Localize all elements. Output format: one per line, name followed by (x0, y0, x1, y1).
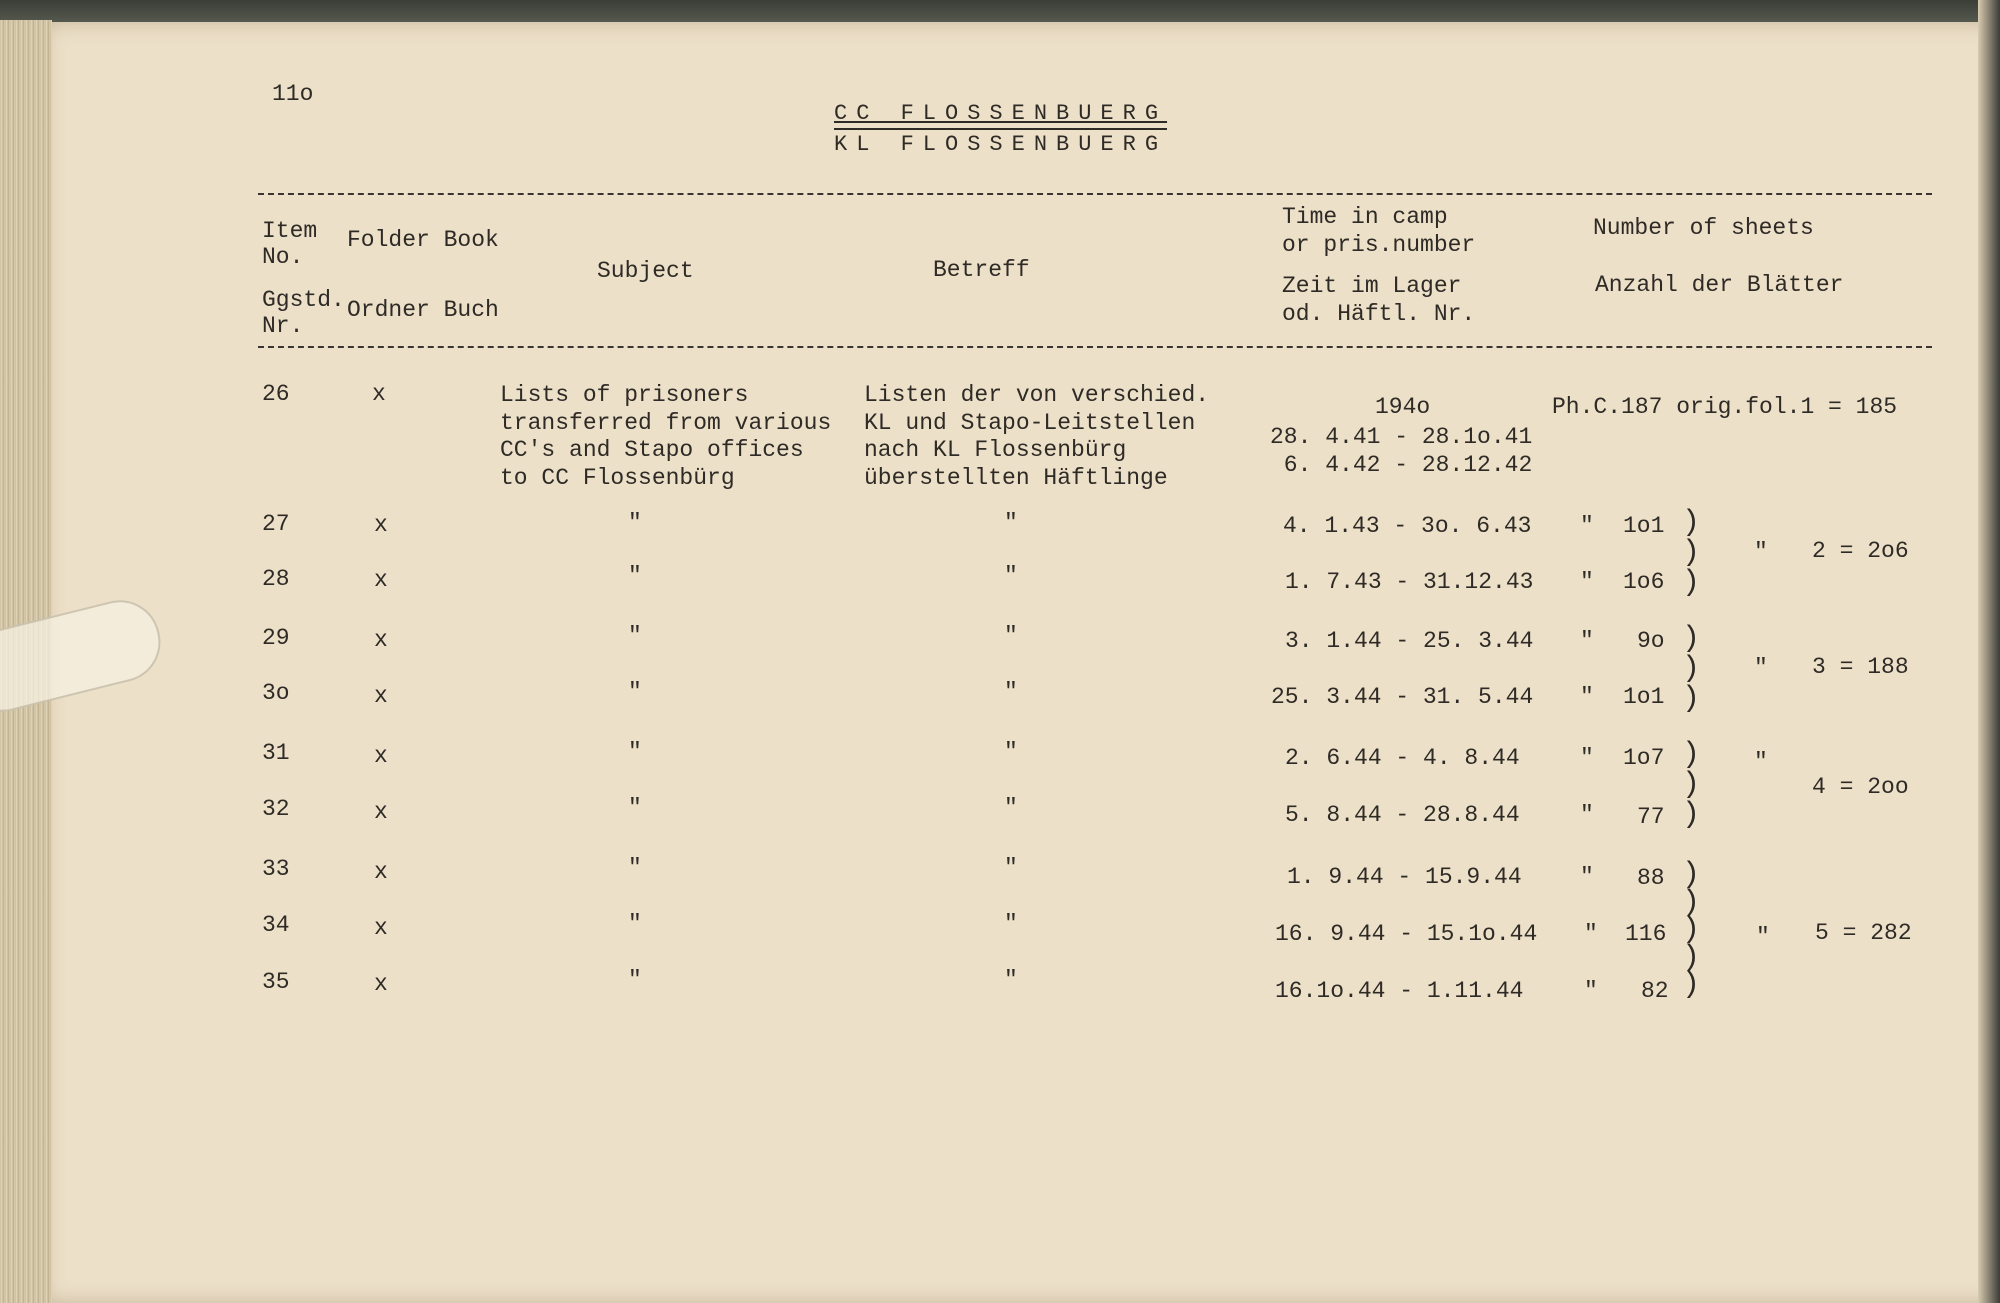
group-3-ditto: " (1754, 749, 1768, 775)
row-26-sheets: Ph.C.187 orig.fol.1 = 185 (1552, 394, 1898, 420)
row-35-ditto: " (1584, 978, 1598, 1004)
header-time-en: Time in camp or pris.number (1282, 204, 1476, 258)
title-german: KL FLOSSENBUERG (834, 128, 1167, 157)
row-27-betreff-ditto: " (1004, 510, 1018, 536)
row-26-betreff: Listen der von verschied. KL und Stapo-Leitstellen nach KL Flossenbürg überstellten Häftlinge (864, 382, 1210, 491)
row-32-ditto: " (1580, 802, 1594, 828)
row-34-count: 116 (1625, 921, 1667, 947)
row-31-folder-mark: x (374, 743, 388, 769)
page-number: 11o (272, 81, 314, 107)
group-3-bracket: ) ) ) (1682, 738, 1701, 832)
header-subject: Subject (597, 258, 694, 284)
header-time-de: Zeit im Lager od. Häftl. Nr. (1282, 273, 1476, 327)
row-27-time: 4. 1.43 - 3o. 6.43 (1283, 513, 1532, 539)
row-32-time: 5. 8.44 - 28.8.44 (1285, 802, 1520, 828)
row-33-ditto: " (1580, 864, 1594, 890)
row-29-folder-mark: x (374, 627, 388, 653)
row-35-item: 35 (262, 969, 290, 995)
row-32-subject-ditto: " (628, 795, 642, 821)
scan-right-edge (1978, 0, 2000, 1303)
row-35-count: 82 (1641, 978, 1669, 1004)
group-3-total: 4 = 2oo (1812, 774, 1909, 800)
row-28-folder-mark: x (374, 567, 388, 593)
group-4-ditto: " (1756, 924, 1770, 950)
row-33-folder-mark: x (374, 859, 388, 885)
header-top-rule (258, 193, 1932, 195)
row-27-folder-mark: x (374, 512, 388, 538)
header-ggstd-nr: Ggstd. Nr. (262, 287, 345, 340)
row-33-betreff-ditto: " (1004, 855, 1018, 881)
row-31-time: 2. 6.44 - 4. 8.44 (1285, 745, 1520, 771)
row-29-betreff-ditto: " (1004, 623, 1018, 649)
row-27-count: 1o1 (1623, 513, 1665, 539)
row-29-ditto: " (1580, 628, 1594, 654)
row-32-betreff-ditto: " (1004, 795, 1018, 821)
row-33-subject-ditto: " (628, 855, 642, 881)
row-27-subject-ditto: " (628, 510, 642, 536)
row-30-item: 3o (262, 680, 290, 706)
row-29-time: 3. 1.44 - 25. 3.44 (1285, 628, 1534, 654)
row-28-ditto: " (1580, 569, 1594, 595)
row-32-folder-mark: x (374, 799, 388, 825)
title-english: CC FLOSSENBUERG (834, 101, 1168, 126)
row-26-time: 28. 4.41 - 28.1o.41 6. 4.42 - 28.12.42 (1270, 424, 1533, 478)
group-1-bracket: ) ) ) (1682, 506, 1701, 600)
row-31-count: 1o7 (1623, 745, 1665, 771)
header-item-no: Item No. (262, 218, 318, 271)
row-32-item: 32 (262, 796, 290, 822)
group-2-bracket: ) ) ) (1682, 622, 1701, 716)
row-31-ditto: " (1580, 745, 1594, 771)
row-30-subject-ditto: " (628, 679, 642, 705)
row-31-subject-ditto: " (628, 739, 642, 765)
row-34-time: 16. 9.44 - 15.1o.44 (1275, 921, 1538, 947)
row-33-item: 33 (262, 856, 290, 882)
row-28-count: 1o6 (1623, 569, 1665, 595)
row-35-betreff-ditto: " (1004, 967, 1018, 993)
row-30-ditto: " (1580, 684, 1594, 710)
header-sheets-de: Anzahl der Blätter (1595, 272, 1844, 298)
row-34-ditto: " (1584, 921, 1598, 947)
header-folder-book: Folder Book (347, 227, 499, 253)
row-30-betreff-ditto: " (1004, 679, 1018, 705)
row-33-time: 1. 9.44 - 15.9.44 (1287, 864, 1522, 890)
group-4-total: 5 = 282 (1815, 920, 1912, 946)
row-35-subject-ditto: " (628, 967, 642, 993)
row-35-time: 16.1o.44 - 1.11.44 (1275, 978, 1524, 1004)
group-2-total: 3 = 188 (1812, 654, 1909, 680)
row-30-time: 25. 3.44 - 31. 5.44 (1271, 684, 1534, 710)
row-28-subject-ditto: " (628, 563, 642, 589)
row-32-count: 77 (1637, 804, 1665, 830)
scan-top-edge (0, 0, 2000, 24)
row-29-count: 9o (1637, 628, 1665, 654)
header-ordner-buch: Ordner Buch (347, 297, 499, 323)
row-31-betreff-ditto: " (1004, 739, 1018, 765)
row-30-count: 1o1 (1623, 684, 1665, 710)
header-bottom-rule (258, 346, 1932, 348)
header-sheets-en: Number of sheets (1593, 215, 1814, 241)
row-30-folder-mark: x (374, 683, 388, 709)
group-4-bracket: ) ) ) ) ) (1682, 858, 1701, 1003)
row-34-betreff-ditto: " (1004, 911, 1018, 937)
row-31-item: 31 (262, 740, 290, 766)
row-29-subject-ditto: " (628, 623, 642, 649)
row-34-folder-mark: x (374, 915, 388, 941)
row-26-folder-mark: x (372, 381, 386, 407)
row-26-item: 26 (262, 381, 290, 407)
header-betreff: Betreff (933, 257, 1030, 283)
row-34-item: 34 (262, 912, 290, 938)
row-27-item: 27 (262, 511, 290, 537)
row-28-item: 28 (262, 566, 290, 592)
row-35-folder-mark: x (374, 971, 388, 997)
row-28-betreff-ditto: " (1004, 563, 1018, 589)
row-33-count: 88 (1637, 865, 1665, 891)
row-26-year: 194o (1375, 394, 1431, 420)
row-34-subject-ditto: " (628, 911, 642, 937)
row-27-ditto: " (1580, 513, 1594, 539)
row-29-item: 29 (262, 625, 290, 651)
group-1-ditto: " (1754, 539, 1768, 565)
group-2-ditto: " (1754, 655, 1768, 681)
group-1-total: 2 = 2o6 (1812, 538, 1909, 564)
row-28-time: 1. 7.43 - 31.12.43 (1285, 569, 1534, 595)
row-26-subject: Lists of prisoners transferred from various CC's and Stapo offices to CC Flossenbürg (500, 382, 832, 491)
